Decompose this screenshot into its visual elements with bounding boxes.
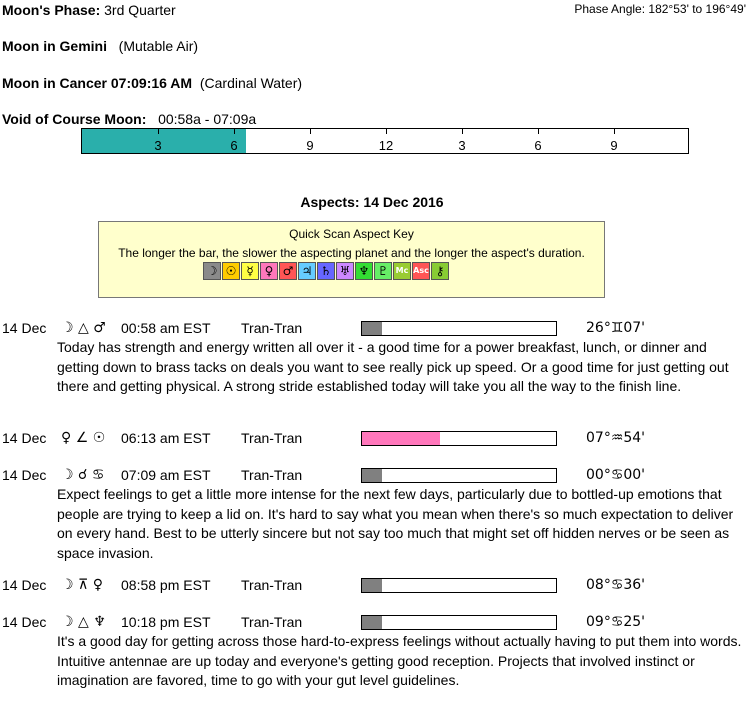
aspect-type: Tran-Tran — [241, 577, 303, 593]
moon-gemini-row — [2, 38, 198, 54]
aspect-duration-bar — [361, 468, 557, 483]
aspect-position: 26°♊07' — [586, 320, 646, 336]
aspect-duration-bar — [361, 431, 557, 446]
timeline-tick-label: 9 — [306, 138, 314, 153]
moon-cancer-label: Moon in Cancer 07:09:16 AM — [2, 75, 193, 91]
timeline-tick-label: 3 — [458, 138, 466, 153]
moon-gemini-detail: (Mutable Air) — [118, 38, 199, 54]
timeline-tick — [614, 129, 615, 134]
aspect-interpretation: Today has strength and energy written all over it - a good time for a power breakfast, lunch, or dinner and getting down to brass tacks on deals you want to see really pick up speed. Or a good time for just getting out there and getting physical. A strong stride established today will take you all the way to the finish line. — [57, 339, 729, 394]
aspects-title: Aspects: 14 Dec 2016 — [300, 194, 444, 210]
aspect-key-planet-icon: Mc — [393, 262, 411, 280]
timeline-tick — [310, 129, 311, 134]
aspect-glyphs: ♀ ∠ ☉ — [61, 430, 106, 446]
aspect-key-planet-icon: ☽ — [203, 262, 221, 280]
aspect-key-planet-icon: ☿ — [241, 262, 259, 280]
aspect-position: 00°♋00' — [586, 467, 646, 483]
timeline-tick — [234, 129, 235, 134]
aspect-time: 06:13 am EST — [121, 430, 211, 446]
timeline-tick-label: 6 — [534, 138, 542, 153]
aspect-key-planet-icon: ♂ — [279, 262, 297, 280]
aspect-key-planets — [203, 262, 450, 280]
timeline-tick — [386, 129, 387, 134]
timeline-tick-label: 12 — [378, 138, 394, 153]
aspect-key-planet-icon: ☉ — [222, 262, 240, 280]
phase-angle: Phase Angle: 182°53' to 196°49' — [574, 2, 746, 16]
aspect-type: Tran-Tran — [241, 320, 303, 336]
aspect-glyphs: ☽ ☌ ♋ — [61, 467, 105, 483]
timeline-tick-label: 3 — [154, 138, 162, 153]
timeline-tick — [538, 129, 539, 134]
aspect-key-description: The longer the bar, the slower the aspecting planet and the longer the aspect's duration. — [118, 246, 585, 260]
moon-phase-label: Moon's Phase: — [2, 2, 101, 18]
aspect-time: 00:58 am EST — [121, 320, 211, 336]
timeline-tick — [158, 129, 159, 134]
aspect-key-planet-icon: ♀ — [260, 262, 278, 280]
aspect-position: 08°♋36' — [586, 577, 646, 593]
void-of-course-row — [2, 111, 256, 127]
aspect-date: 14 Dec — [2, 320, 47, 336]
aspect-duration-bar — [361, 615, 557, 630]
aspect-time: 08:58 pm EST — [121, 577, 211, 593]
aspect-date: 14 Dec — [2, 614, 47, 630]
aspect-duration-bar — [361, 321, 557, 336]
aspect-key-planet-icon: ♃ — [298, 262, 316, 280]
aspect-duration-fill — [362, 432, 440, 445]
aspect-duration-bar — [361, 578, 557, 593]
void-of-course-bar — [82, 129, 246, 153]
aspect-interpretation: Expect feelings to get a little more intense for the next few days, particularly due to bottled-up emotions that people are trying to keep a lid on. It's hard to say what you mean when there's so much expectation to deliver on every hand. Best to be utterly sincere but not say too much that might set off hidden nerves or be seen as space invasion. — [57, 486, 734, 561]
aspect-glyphs: ☽ ⊼ ♀ — [61, 577, 103, 593]
aspect-position: 07°♒54' — [586, 430, 646, 446]
aspect-key-planet-icon: ♇ — [374, 262, 392, 280]
moon-cancer-row — [2, 75, 302, 91]
aspect-date: 14 Dec — [2, 577, 47, 593]
aspect-type: Tran-Tran — [241, 430, 303, 446]
aspect-type: Tran-Tran — [241, 467, 303, 483]
aspect-glyphs: ☽ △ ♆ — [61, 614, 106, 630]
aspect-date: 14 Dec — [2, 467, 47, 483]
aspect-key-planet-icon: Asc — [412, 262, 430, 280]
moon-cancer-detail: (Cardinal Water) — [199, 75, 303, 91]
aspect-interpretation: It's a good day for getting across those hard-to-express feelings without actually having to put them into words. Intuitive antennae are up today and everyone's getting good reception. Projects that involved instinct or imagination are favored, time to go with your gut level guidelines. — [57, 633, 742, 688]
aspect-key-planet-icon: ♆ — [355, 262, 373, 280]
aspect-date: 14 Dec — [2, 430, 47, 446]
void-of-course-value: 00:58a - 07:09a — [158, 111, 257, 127]
aspect-position: 09°♋25' — [586, 614, 646, 630]
aspect-glyphs: ☽ △ ♂ — [61, 320, 106, 336]
aspect-key-title: Quick Scan Aspect Key — [289, 227, 414, 241]
aspect-time: 10:18 pm EST — [121, 614, 211, 630]
aspect-duration-fill — [362, 322, 382, 335]
void-of-course-timeline — [81, 128, 689, 154]
moon-phase-value: 3rd Quarter — [104, 2, 176, 18]
aspect-time: 07:09 am EST — [121, 467, 211, 483]
timeline-tick-label: 6 — [230, 138, 238, 153]
aspect-type: Tran-Tran — [241, 614, 303, 630]
aspect-duration-fill — [362, 579, 382, 592]
moon-gemini-label: Moon in Gemini — [2, 38, 107, 54]
aspect-key-planet-icon: ♅ — [336, 262, 354, 280]
aspect-duration-fill — [362, 616, 382, 629]
aspect-key-planet-icon: ♄ — [317, 262, 335, 280]
aspect-duration-fill — [362, 469, 382, 482]
moon-phase-row — [2, 2, 176, 18]
timeline-tick — [462, 129, 463, 134]
aspect-key-planet-icon: ⚷ — [431, 262, 449, 280]
timeline-tick-label: 9 — [610, 138, 618, 153]
aspect-key-box — [98, 221, 605, 298]
void-of-course-label: Void of Course Moon: — [2, 111, 147, 127]
